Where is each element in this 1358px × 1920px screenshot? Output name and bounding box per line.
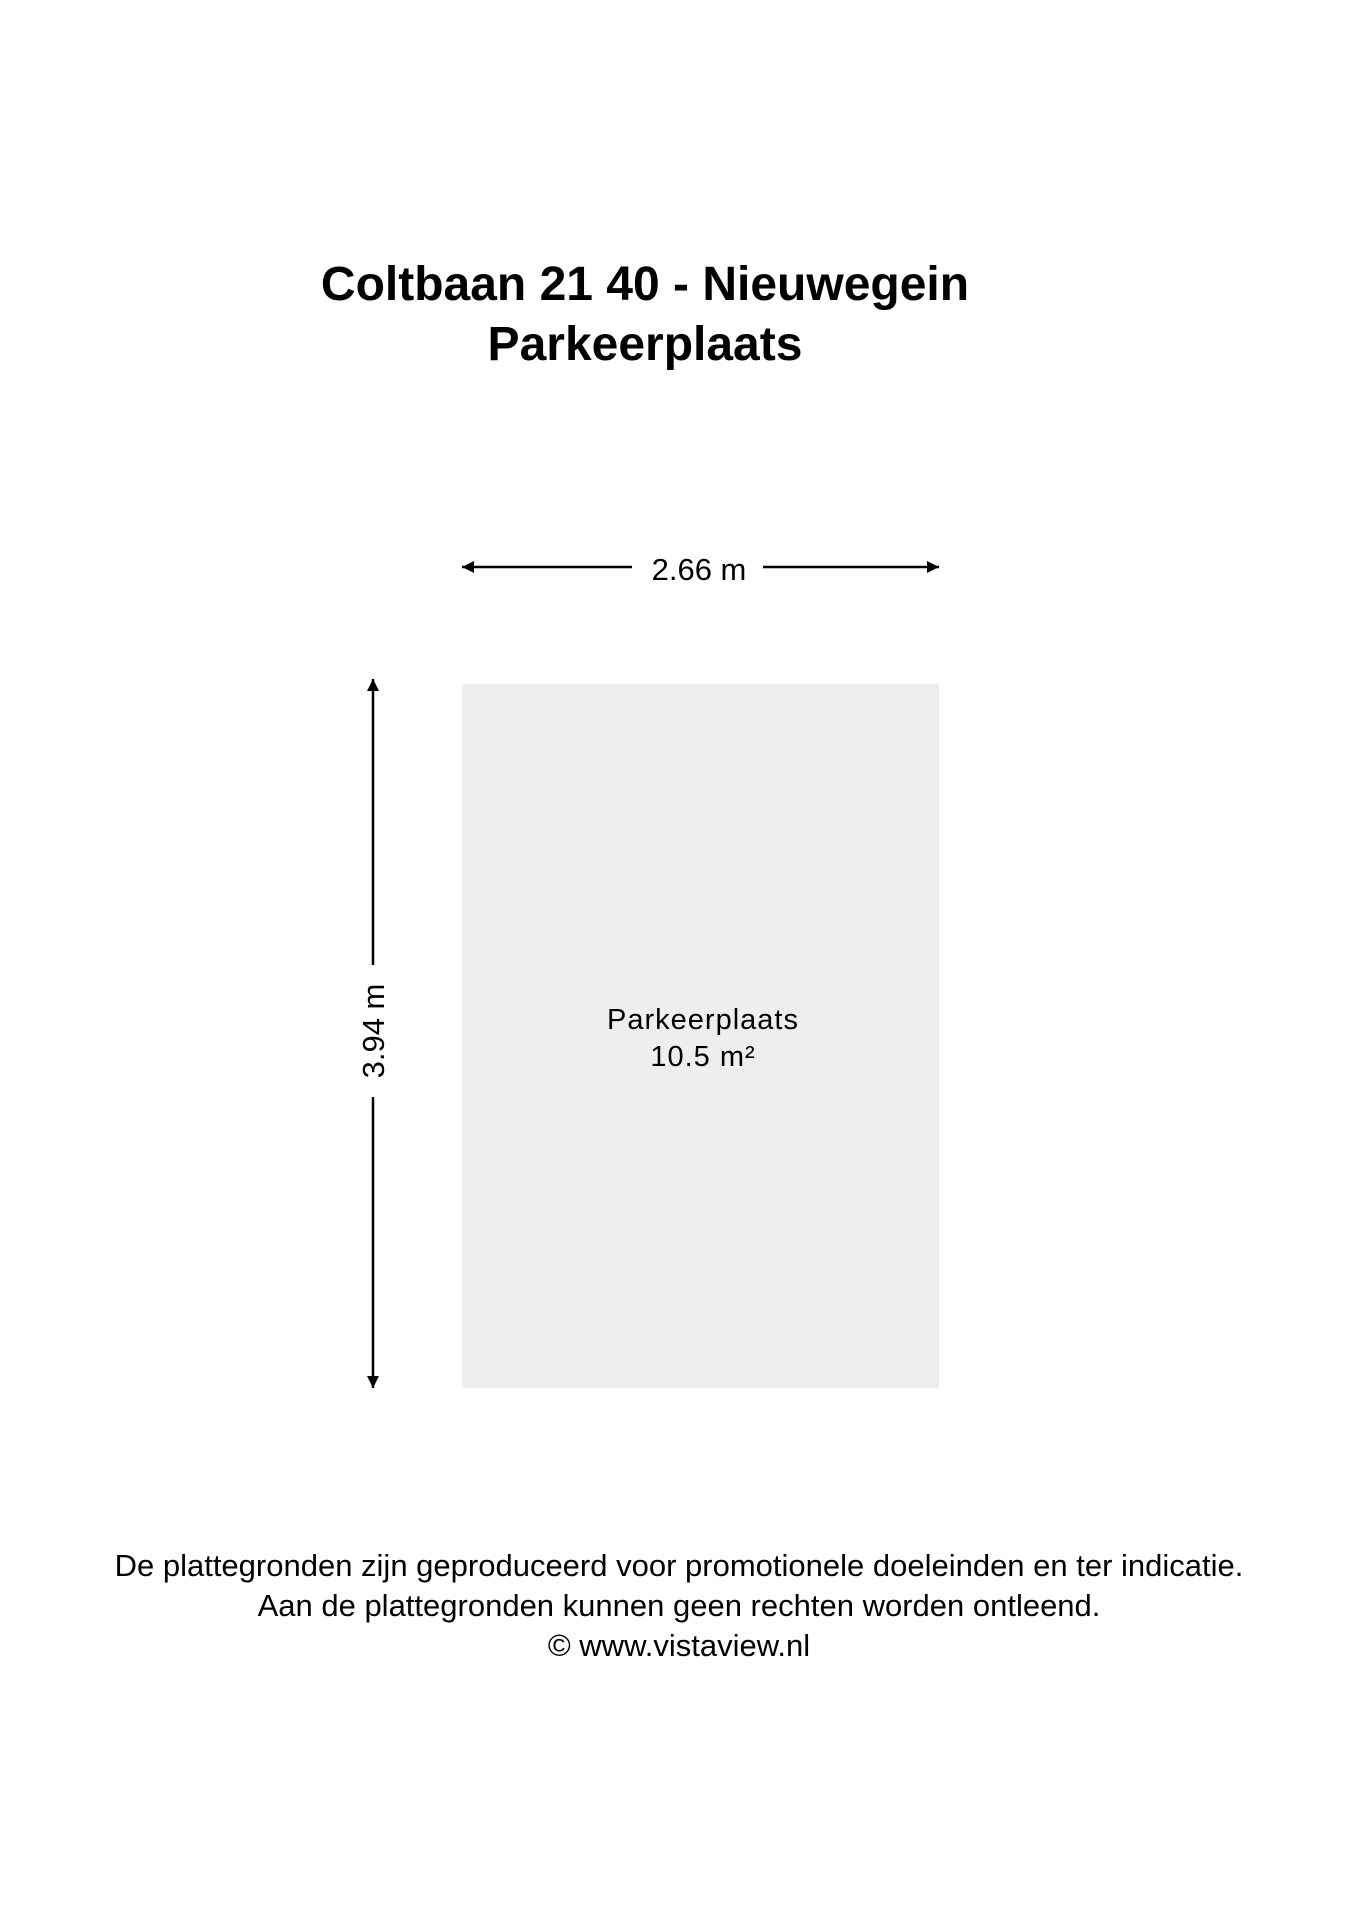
room-name-label: Parkeerplaats [607,1004,799,1036]
height-dimension-label: 3.94 m [356,983,391,1079]
page-subtitle: Parkeerplaats [487,318,803,371]
copyright-line: © www.vistaview.nl [547,1628,811,1663]
width-dimension-label: 2.66 m [651,552,747,587]
disclaimer [0,1546,1358,1666]
room-area-label: 10.5 m² [650,1041,756,1073]
height-dimension [356,679,391,1388]
width-dimension [462,552,939,587]
page-title: Coltbaan 21 40 - Nieuwegein [320,258,970,311]
room-parkeerplaats [462,684,939,1388]
disclaimer-line-1: De plattegronden zijn geproduceerd voor promotionele doeleinden en ter indicatie. [114,1548,1244,1583]
disclaimer-line-2: Aan de plattegronden kunnen geen rechten worden ontleend. [257,1588,1101,1623]
